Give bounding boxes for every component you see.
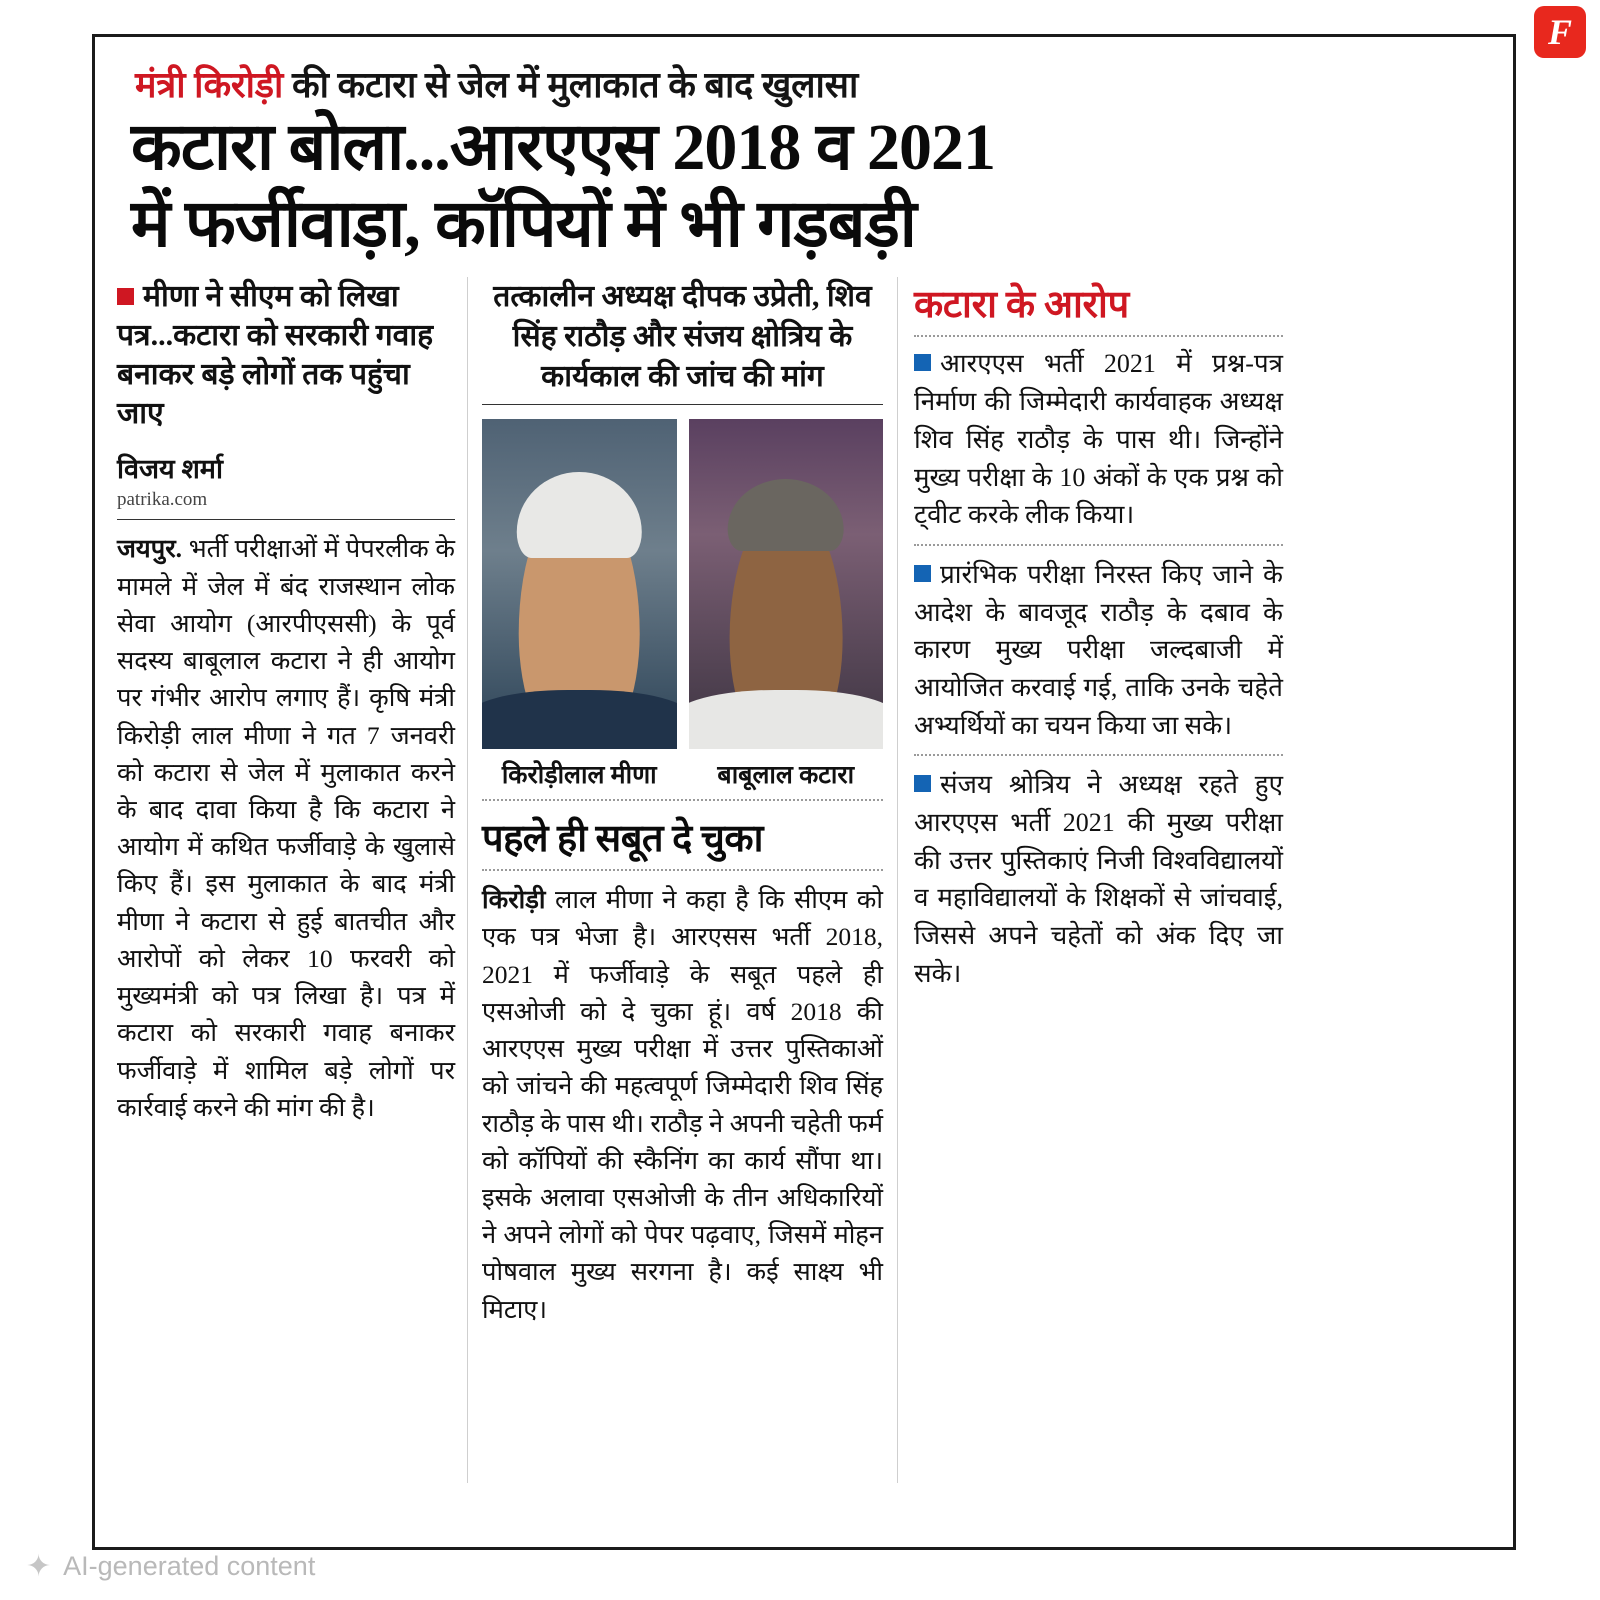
blue-square-bullet-icon bbox=[914, 565, 931, 582]
babulal-katara-photo bbox=[689, 419, 884, 749]
middle-column bbox=[467, 277, 897, 1483]
allegation-item bbox=[914, 544, 1283, 754]
headline-line-1: कटारा बोला...आरएएस 2018 व 2021 bbox=[131, 111, 996, 185]
allegation-text: आरएएस भर्ती 2021 में प्रश्न-पत्र निर्माण की जिम्मेदारी कार्यवाहक अध्यक्ष शिव सिंह राठौड़ के पास थी। जिन्होंने मुख्य परीक्षा के 10 अंकों के एक प्रश्न को ट्वीट करके लीक किया। bbox=[914, 349, 1283, 530]
middle-body bbox=[482, 881, 883, 1328]
article-subdeck: तत्कालीन अध्यक्ष दीपक उप्रेती, शिव सिंह राठौड़ और संजय क्षोत्रिय के कार्यकाल की जांच की मांग bbox=[482, 277, 883, 405]
allegation-item bbox=[914, 345, 1283, 543]
source-url: patrika.com bbox=[117, 489, 455, 520]
blue-square-bullet-icon bbox=[914, 775, 931, 792]
photo-block-2 bbox=[689, 419, 884, 791]
left-body-text: भर्ती परीक्षाओं में पेपरलीक के मामले में जेल में बंद राजस्थान लोक सेवा आयोग (आरपीएससी) के पूर्व सदस्य बाबूलाल कटारा ने ही आयोग पर गंभीर आरोप लगाए हैं। कृषि मंत्री किरोड़ी लाल मीणा ने गत 7 जनवरी को कटारा से जेल में मुलाकात करने के बाद दावा किया है कि कटारा ने आयोग में कथित फर्जीवाड़े के खुलासे किए हैं। इस मुलाकात के बाद मंत्री मीणा ने कटारा से हुई बातचीत और आरोपों को लेकर 10 फरवरी को मुख्यमंत्री को पत्र लिखा है। पत्र में कटारा को सरकारी गवाह बनाकर फर्जीवाड़े में शामिल बड़े लोगों पर कार्रवाई करने की मांग की है। bbox=[117, 534, 455, 1122]
byline: विजय शर्मा bbox=[117, 454, 223, 485]
headline-line-2: में फर्जीवाड़ा, कॉपियों में भी गड़बड़ी bbox=[131, 187, 916, 261]
left-body bbox=[117, 530, 455, 1126]
shoulders-shape bbox=[689, 690, 884, 749]
sparkle-icon: ✦ bbox=[26, 1550, 52, 1583]
shoulders-shape bbox=[482, 690, 677, 749]
photo-caption-2: बाबूलाल कटारा bbox=[717, 762, 855, 790]
kicker-rest: की कटारा से जेल में मुलाकात के बाद खुलासा bbox=[291, 65, 859, 105]
middle-lead-word: किरोड़ी bbox=[482, 885, 546, 915]
dateline: जयपुर. bbox=[117, 534, 182, 564]
right-column bbox=[897, 277, 1283, 1483]
blue-square-bullet-icon bbox=[914, 354, 931, 371]
allegations-heading: कटारा के आरोप bbox=[914, 277, 1283, 337]
ai-watermark bbox=[26, 1549, 315, 1584]
article-columns bbox=[117, 277, 1491, 1483]
photo-caption-1: किरोड़ीलाल मीणा bbox=[501, 762, 657, 790]
allegation-text: प्रारंभिक परीक्षा निरस्त किए जाने के आदेश के बावजूद राठौड़ के दबाव के कारण मुख्य परीक्षा जल्दबाजी में आयोजित करवाई गई, ताकि उनके चहेते अभ्यर्थियों का चयन किया जा सके। bbox=[914, 559, 1283, 740]
middle-body-text: लाल मीणा ने कहा है कि सीएम को एक पत्र भेजा है। आरएसस भर्ती 2018, 2021 में फर्जीवाड़े के सबूत पहले ही एसओजी को दे चुका हूं। वर्ष 2018 की आरएएस मुख्य परीक्षा में उत्तर पुस्तिकाओं को जांचने की महत्वपूर्ण जिम्मेदारी शिव सिंह राठौड़ के पास थी। राठौड़ ने अपनी चहेती फर्म को कॉपियों की स्कैनिंग का कार्य सौंपा था। इसके अलावा एसओजी के तीन अधिकारियों ने अपने लोगों को पेपर पढ़वाए, जिसमें मोहन पोषवाल मुख्य सरगना है। कई साक्ष्य भी मिटाए। bbox=[482, 885, 883, 1324]
allegation-text: संजय श्रोत्रिय ने अध्यक्ष रहते हुए आरएएस भर्ती 2021 की मुख्य परीक्षा की उत्तर पुस्तिकाएं निजी विश्वविद्यालयों व महाविद्यालयों के शिक्षकों से जांचवाई, जिससे अपने चहेतों को अंक दिए जा सके। bbox=[914, 770, 1283, 988]
watermark-text: AI-generated content bbox=[63, 1551, 316, 1581]
kirodi-lal-meena-photo bbox=[482, 419, 677, 749]
divider bbox=[482, 799, 883, 801]
logo-letter: F bbox=[1547, 12, 1572, 52]
article-kicker bbox=[135, 65, 1491, 106]
photo-block-1 bbox=[482, 419, 677, 791]
publication-logo bbox=[1534, 6, 1586, 58]
hair-shape bbox=[727, 479, 844, 552]
article-frame bbox=[92, 34, 1516, 1550]
article-headline bbox=[131, 110, 1491, 263]
left-lede-text: मीणा ने सीएम को लिखा पत्र...कटारा को सरकारी गवाह बनाकर बड़े लोगों तक पहुंचा जाए bbox=[117, 280, 434, 431]
red-square-bullet-icon bbox=[117, 288, 134, 305]
left-column bbox=[117, 277, 467, 1483]
allegation-item bbox=[914, 754, 1283, 1002]
kicker-highlight: मंत्री किरोड़ी bbox=[135, 65, 284, 105]
photo-row bbox=[482, 419, 883, 791]
left-lede bbox=[117, 277, 455, 433]
hair-shape bbox=[517, 472, 641, 558]
middle-subheading: पहले ही सबूत दे चुका bbox=[482, 811, 883, 871]
